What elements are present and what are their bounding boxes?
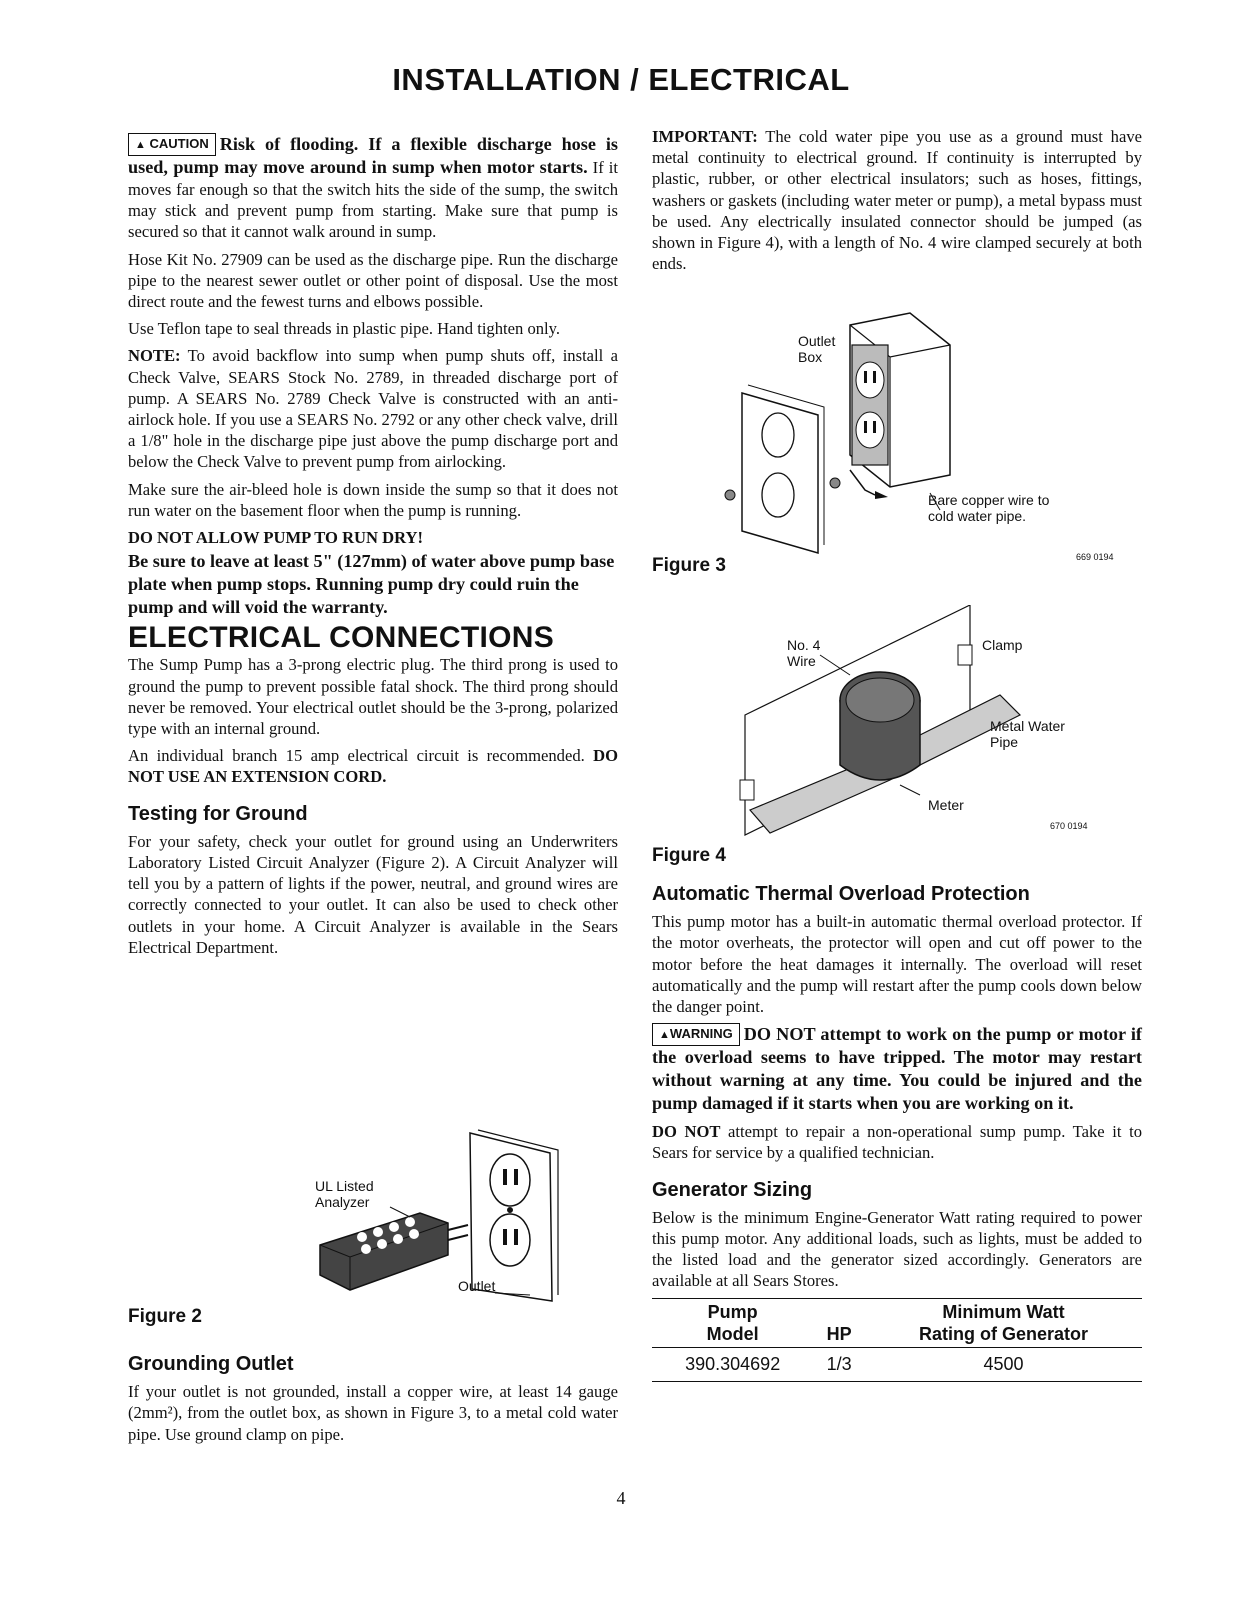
fig3-outlet: Outlet (798, 333, 836, 349)
header-hp: HP (813, 1298, 865, 1347)
note-text: To avoid backflow into sump when pump shuts off, install a Check Valve, SEARS Stock No. 2789, in threaded discharge port of pump. A SEARS No. 2789 Check Valve is constructed with an anti-airlock hole. If you use a SEARS No. 2792 or any other check valve, drill a 1/8" hole in the discharge pipe just above the pump discharge port and below the Check Valve to prevent pump from airlocking. (128, 346, 618, 472)
grounding-paragraph: If your outlet is not grounded, install a copper wire, at least 14 gauge (2mm²), from the outlet box, as shown in Figure 3, to a metal cold water pipe. Use ground clamp on pipe. (128, 1382, 618, 1444)
figure-2-label: Figure 2 (128, 1306, 202, 1327)
fig4-code: 670 0194 (1050, 821, 1088, 831)
electrical-heading: ELECTRICAL CONNECTIONS (128, 621, 555, 655)
grounding-section (128, 1338, 618, 1451)
right-lower-column (652, 868, 1142, 1382)
repair-text: attempt to repair a non-operational sump pump. Take it to Sears for service by a qualified technician. (652, 1122, 1142, 1163)
note-label: NOTE: (128, 346, 181, 366)
warning-triangle-icon: ▲ (135, 139, 146, 151)
caution-paragraph (128, 133, 618, 243)
thermal-paragraph: This pump motor has a built-in automatic thermal overload protector. If the motor overheats, the protector will open and cut off power to the motor before the heat damages it internally. The overload will reset automatically and the pump will restart after the pump cools down below the danger point. (652, 912, 1142, 1017)
circuit-analyzer-illustration (300, 1125, 580, 1315)
hose-paragraph: Hose Kit No. 27909 can be used as the discharge pipe. Run the discharge pipe to the nearest sewer outlet or other point of disposal. Use the most direct route and the fewest turns and elbows possible. (128, 249, 618, 312)
branch-text: An individual branch 15 amp electrical circuit is recommended. (128, 746, 594, 766)
fig4-metal-line1: Metal Water (990, 718, 1065, 734)
caution-bold: Risk of flooding. If a flexible discharge hose is used, pump may move around in sump when motor starts. (128, 134, 618, 177)
fig2-ul-listed: UL Listed (315, 1178, 374, 1194)
page-number: 4 (616, 1488, 626, 1508)
repair-bold: DO NOT (652, 1122, 721, 1142)
figure-2 (300, 1125, 580, 1315)
fig3-box: Box (798, 349, 823, 365)
fig4-wire: Wire (787, 653, 816, 669)
fig4-metal-line2: Pipe (990, 734, 1019, 750)
fig2-outlet: Outlet (458, 1278, 496, 1294)
generator-heading: Generator Sizing (652, 1178, 813, 1201)
fig4-no4: No. 4 (787, 637, 821, 653)
important-text: The cold water pipe you use as a ground must have metal continuity to electrical ground. If continuity is interrupted by plastic, rubber, or other electrical insulators; such as hoses, fittings, washers or gaskets (including water meter or pump), a metal bypass must be used. Any electrically insulated connector should be jumped (as shown in Figure 4), with a length of No. 4 wire clamped securely at both ends. (652, 127, 1142, 274)
warning-paragraph (652, 1023, 1142, 1115)
table-row (652, 1347, 1142, 1381)
fig2-analyzer: Analyzer (315, 1194, 370, 1210)
cell-hp: 1/3 (813, 1347, 865, 1381)
note-paragraph (128, 345, 618, 472)
plug-paragraph: The Sump Pump has a 3-prong electric plug. The third prong is used to ground the pump to prevent possible fatal shock. The third prong should never be removed. Your electrical outlet should be the 3-prong, polarized type with an internal ground. (128, 655, 618, 739)
important-paragraph (652, 126, 1142, 274)
cell-model: 390.304692 (652, 1347, 813, 1381)
page-title: INSTALLATION / ELECTRICAL (392, 62, 850, 97)
figure-3 (700, 305, 1140, 565)
fig3-bare-line2: cold water pipe. (928, 508, 1027, 524)
warning-triangle-icon: ▲ (659, 1029, 670, 1042)
important-label: IMPORTANT: (652, 127, 758, 146)
testing-heading: Testing for Ground (128, 802, 308, 825)
outlet-box-illustration (700, 305, 1140, 565)
important-section (652, 126, 1142, 280)
header-min-watt: Minimum Watt Rating of Generator (865, 1298, 1142, 1347)
water-meter-illustration (700, 605, 1140, 845)
figure-3-label: Figure 3 (652, 555, 726, 576)
teflon-paragraph: Use Teflon tape to seal threads in plastic pipe. Hand tighten only. (128, 319, 561, 339)
leave-water-warning: Be sure to leave at least 5" (127mm) of water above pump base plate when pump stops. Running pump dry could ruin the pump and will void the warranty. (128, 551, 615, 618)
caution-text: If it moves far enough so that the switch hits the side of the sump, the switch may stick and prevent pump from starting. Make sure that pump is secured so that it cannot walk around in sump. (128, 158, 618, 242)
figure-4 (700, 605, 1140, 845)
header-pump-model: Pump Model (652, 1298, 813, 1347)
generator-table (652, 1298, 1142, 1382)
caution-label: ▲ CAUTION (128, 133, 216, 156)
thermal-heading: Automatic Thermal Overload Protection (652, 883, 1030, 905)
figure-4-label: Figure 4 (652, 845, 726, 866)
fig4-meter: Meter (928, 797, 964, 813)
fig4-clamp: Clamp (982, 637, 1023, 653)
grounding-heading: Grounding Outlet (128, 1353, 294, 1375)
repair-paragraph (652, 1121, 1142, 1163)
warning-label: ▲WARNING (652, 1023, 740, 1046)
branch-paragraph (128, 745, 618, 787)
extension-warning: DO NOT USE AN EXTENSION CORD. (128, 746, 618, 787)
table-header-row (652, 1298, 1142, 1347)
left-column (128, 133, 618, 964)
warning-text: DO NOT attempt to work on the pump or motor if the overload seems to have tripped. The motor may restart without warning at any time. You could be injured and the pump damaged if it starts when you are working on it. (652, 1024, 1142, 1114)
generator-paragraph: Below is the minimum Engine-Generator Watt rating required to power this pump motor. Any additional loads, such as lights, must be added to the listed load and the generator sized accordingly. Generators are available at all Sears Stores. (652, 1207, 1142, 1291)
testing-paragraph: For your safety, check your outlet for ground using an Underwriters Laboratory Listed Circuit Analyzer (Figure 2). A Circuit Analyzer will tell you by a pattern of lights if the power, neutral, and ground wires are correctly connected to your outlet. It can also be used to check other outlets in your home. A Circuit Analyzer is available in the Sears Electrical Department. (128, 831, 618, 957)
fig3-bare-line1: Bare copper wire to (928, 492, 1050, 508)
dry-warning: DO NOT ALLOW PUMP TO RUN DRY! (128, 528, 424, 548)
cell-watt: 4500 (865, 1347, 1142, 1381)
fig3-code: 669 0194 (1076, 552, 1114, 562)
airbleed-paragraph: Make sure the air-bleed hole is down inside the sump so that it does not run water on the basement floor when the pump is running. (128, 479, 618, 520)
